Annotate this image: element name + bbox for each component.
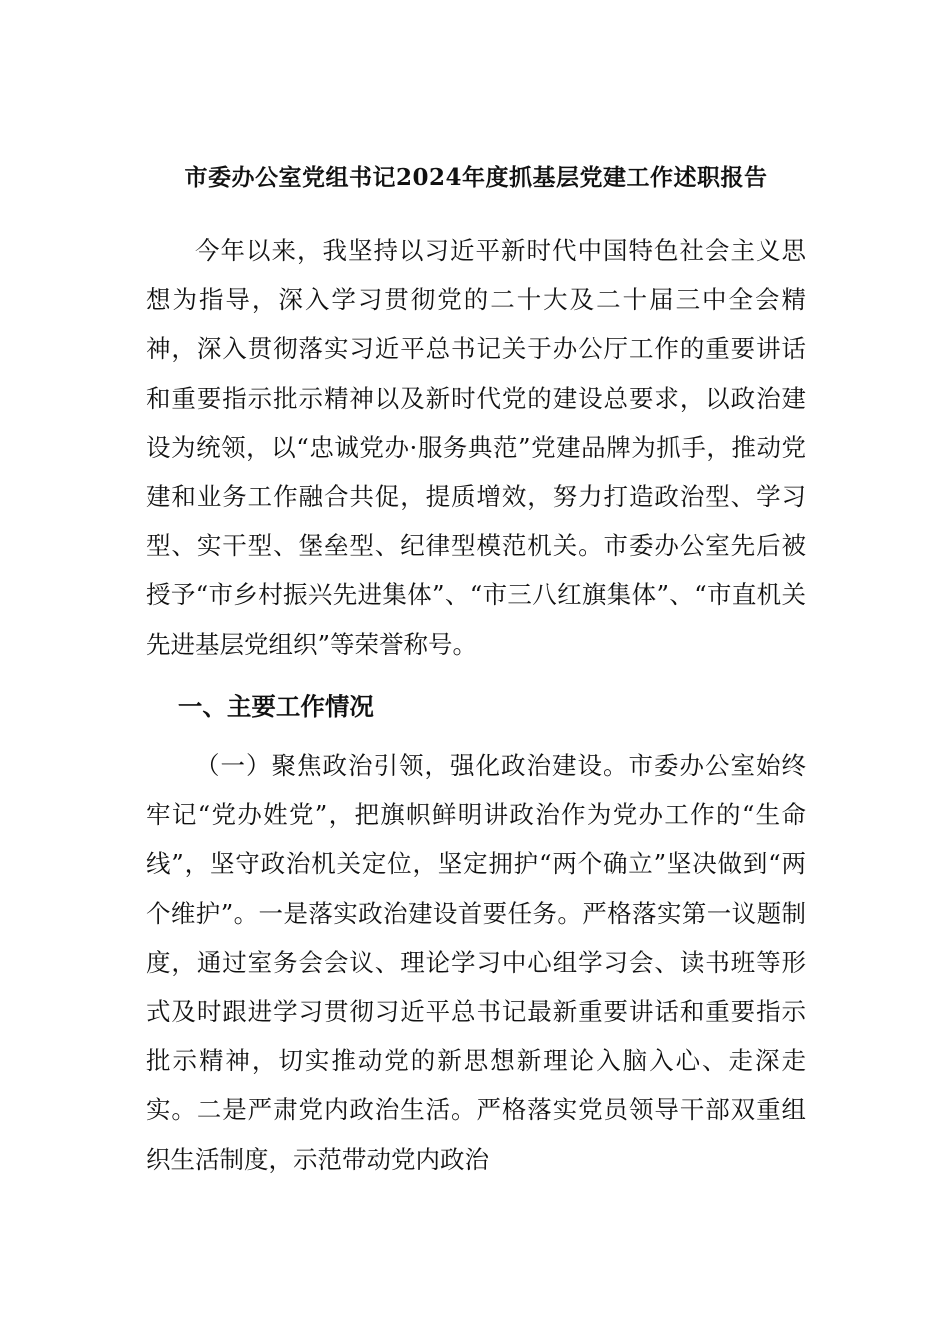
body-paragraph: （一）聚焦政治引领，强化政治建设。市委办公室始终牢记“党办姓党”，把旗帜鲜明讲政治作为党办工作的“生命线”，坚守政治机关定位，坚定拥护“两个确立”坚决做到“两个维护”。一是落实政治建设首要任务。严格落实第一议题制度，通过室务会会议、理论学习中心组学习会、读书班等形式及时跟进学习贯彻习近平总书记最新重要讲话和重要指示批示精神，切实推动党的新思想新理论入脑入心、走深走实。二是严肃党内政治生活。严格落实党员领导干部双重组织生活制度，示范带动党内政治 [146, 751, 806, 1174]
section-heading: 一、主要工作情况 [177, 691, 374, 721]
document-title: 市委办公室党组书记2024年度抓基层党建工作述职报告 [184, 164, 768, 191]
intro-paragraph: 今年以来，我坚持以习近平新时代中国特色社会主义思想为指导，深入学习贯彻党的二十大及二十届三中全会精神，深入贯彻落实习近平总书记关于办公厅工作的重要讲话和重要指示批示精神以及新时代党的建设总要求，以政治建设为统领，以“忠诚党办·服务典范”党建品牌为抓手，推动党建和业务工作融合共促，提质增效，努力打造政治型、学习型、实干型、堡垒型、纪律型模范机关。市委办公室先后被授予“市乡村振兴先进集体”、“市三八红旗集体”、“市直机关先进基层党组织”等荣誉称号。 [146, 236, 806, 659]
document-page [146, 148, 806, 1184]
